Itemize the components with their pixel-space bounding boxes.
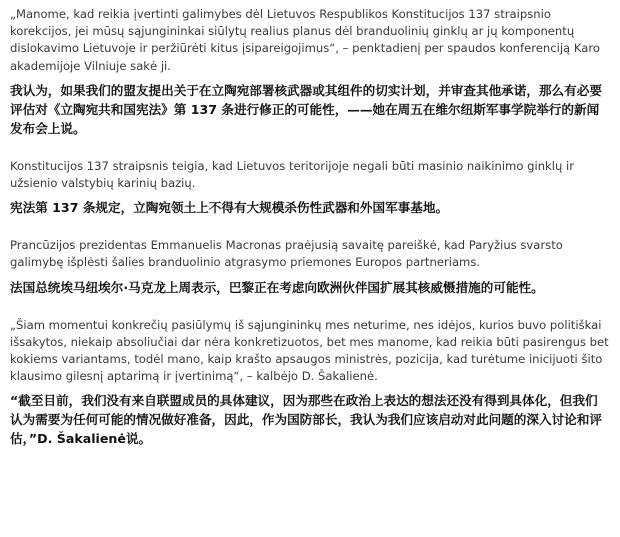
paragraph-pair-2 <box>10 158 610 217</box>
chinese-translation: “截至目前，我们没有来自联盟成员的具体建议，因为那些在政治上表达的想法还没有得到具体化，但我们认为需要为任何可能的情况做好准备，因此，作为国防部长，我认为我们应该启动对此问题的深入讨论和评估，”D. Šakalienė说。 <box>10 393 602 447</box>
lithuanian-paragraph: „Šiam momentui konkrečių pasiūlymų iš sąjungininkų mes neturime, nes idėjos, kurios buvo politiškai išsakytos, niekaip absoliučiai dar nėra konkretizuotos, bet mes manome, kad reikia būti pasirengus bet kokiems variantams, todėl mano, kaip krašto apsaugos ministrės, pozicija, kad turėtume inicijuoti šito klausimo gilesnį aptarimą ir įvertinimą“, – kalbėjo D. Šakalienė. <box>10 317 609 384</box>
article <box>10 6 610 468</box>
paragraph-pair-1 <box>10 6 610 138</box>
chinese-translation: 我认为，如果我们的盟友提出关于在立陶宛部署核武器或其组件的切实计划，并审查其他承诺，那么有必要评估对《立陶宛共和国宪法》第 137 条进行修正的可能性，——她在周五在维尔纽斯军事学院举行的新闻发布会上说。 <box>10 82 602 136</box>
lithuanian-paragraph: „Manome, kad reikia įvertinti galimybes dėl Lietuvos Respublikos Konstitucijos 137 straipsnio korekcijos, jei mūsų sąjungininkai siūlytų realius planus dėl branduolinių ginklų ar jų komponentų dislokavimo Lietuvoje ir peržiūrėti kitus įsipareigojimus“, – penktadienį per spaudos konferenciją Karo akademijoje Vilniuje sakė ji. <box>10 7 600 73</box>
paragraph-pair-3 <box>10 237 610 296</box>
lithuanian-paragraph: Konstitucijos 137 straipsnis teigia, kad Lietuvos teritorijoje negali būti masinio naikinimo ginklų ir užsienio valstybių karinių bazių. <box>10 158 575 191</box>
chinese-translation: 宪法第 137 条规定，立陶宛领土上不得有大规模杀伤性武器和外国军事基地。 <box>10 200 449 216</box>
paragraph-pair-4 <box>10 317 610 449</box>
lithuanian-paragraph: Prancūzijos prezidentas Emmanuelis Macronas praėjusią savaitę pareiškė, kad Paryžius svarsto galimybę išplėsti šalies branduolinio atgrasymo priemones Europos partneriams. <box>10 238 563 270</box>
chinese-translation: 法国总统埃马纽埃尔·马克龙上周表示，巴黎正在考虑向欧洲伙伴国扩展其核威慑措施的可能性。 <box>10 279 544 295</box>
